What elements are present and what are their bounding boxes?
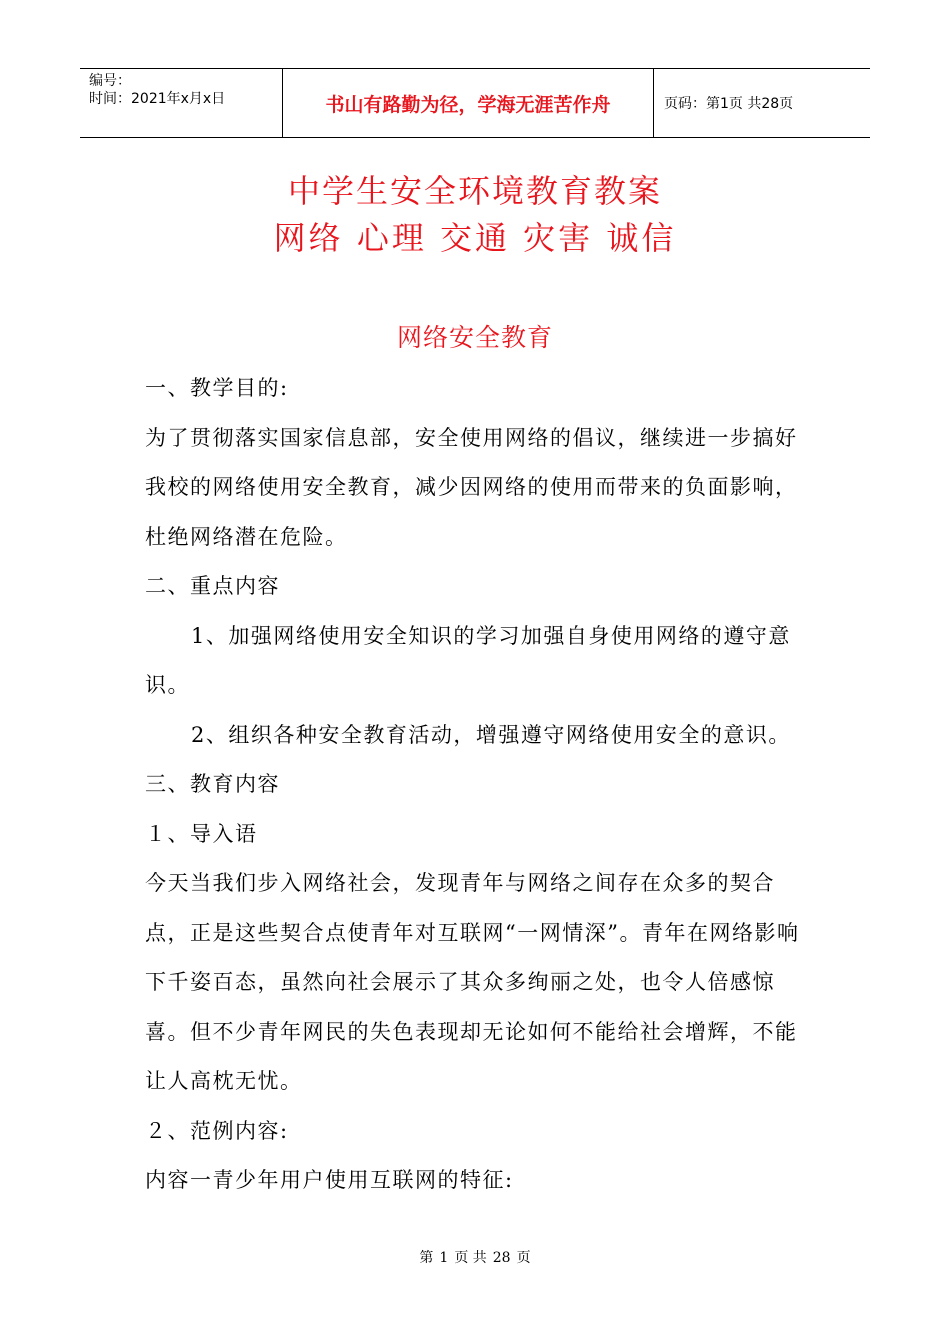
list-item: 1、加强网络使用安全知识的学习加强自身使用网络的遵守意识。 <box>145 623 791 697</box>
header-meta-cell <box>80 69 283 137</box>
list-item: 2、组织各种安全教育活动，增强遵守网络使用安全的意识。 <box>191 722 791 747</box>
heading-education-content: 三、教育内容 <box>145 772 280 796</box>
paragraph-objective: 为了贯彻落实国家信息部，安全使用网络的倡议，继续进一步搞好我校的网络使用安全教育，减少因网络的使用而带来的负面影响，杜绝网络潜在危险。 <box>145 425 798 549</box>
header-slogan: 书山有路勤为径，学海无涯苦作舟 <box>283 69 654 137</box>
heading-key-content: 二、重点内容 <box>145 574 280 598</box>
subheading-examples: ２、范例内容: <box>145 1118 289 1143</box>
number-label: 编号： <box>89 73 131 89</box>
footer-prefix: 第 <box>419 1250 434 1266</box>
page-footer <box>0 1247 950 1267</box>
footer-page-number: 1 <box>439 1250 449 1266</box>
document-subtitle: 网络 心理 交通 灾害 诚信 <box>273 219 677 257</box>
heading-objective: 一、教学目的: <box>145 376 289 400</box>
footer-page-total: 28 <box>492 1250 511 1266</box>
document-body <box>145 364 815 1206</box>
footer-suffix: 页 <box>516 1250 531 1266</box>
time-label: 时间：2021年x月x日 <box>89 91 226 107</box>
paragraph-intro: 今天当我们步入网络社会，发现青年与网络之间存在众多的契合点，正是这些契合点使青年对互联网“一网情深”。青年在网络影响下千姿百态，虽然向社会展示了其众多绚丽之处，也令人倍感惊喜。但不少青年网民的失色表现却无论如何不能给社会增辉，不能让人高枕无忧。 <box>145 871 800 1093</box>
header-page-info: 页码：第1页 共28页 <box>664 96 794 112</box>
paragraph-content-one: 内容一青少年用户使用互联网的特征: <box>145 1168 514 1192</box>
section-title: 网络安全教育 <box>396 323 553 352</box>
subheading-intro: １、导入语 <box>145 821 258 846</box>
document-header <box>80 68 870 138</box>
footer-mid: 页 共 <box>454 1250 487 1266</box>
document-title: 中学生安全环境教育教案 <box>287 172 662 210</box>
